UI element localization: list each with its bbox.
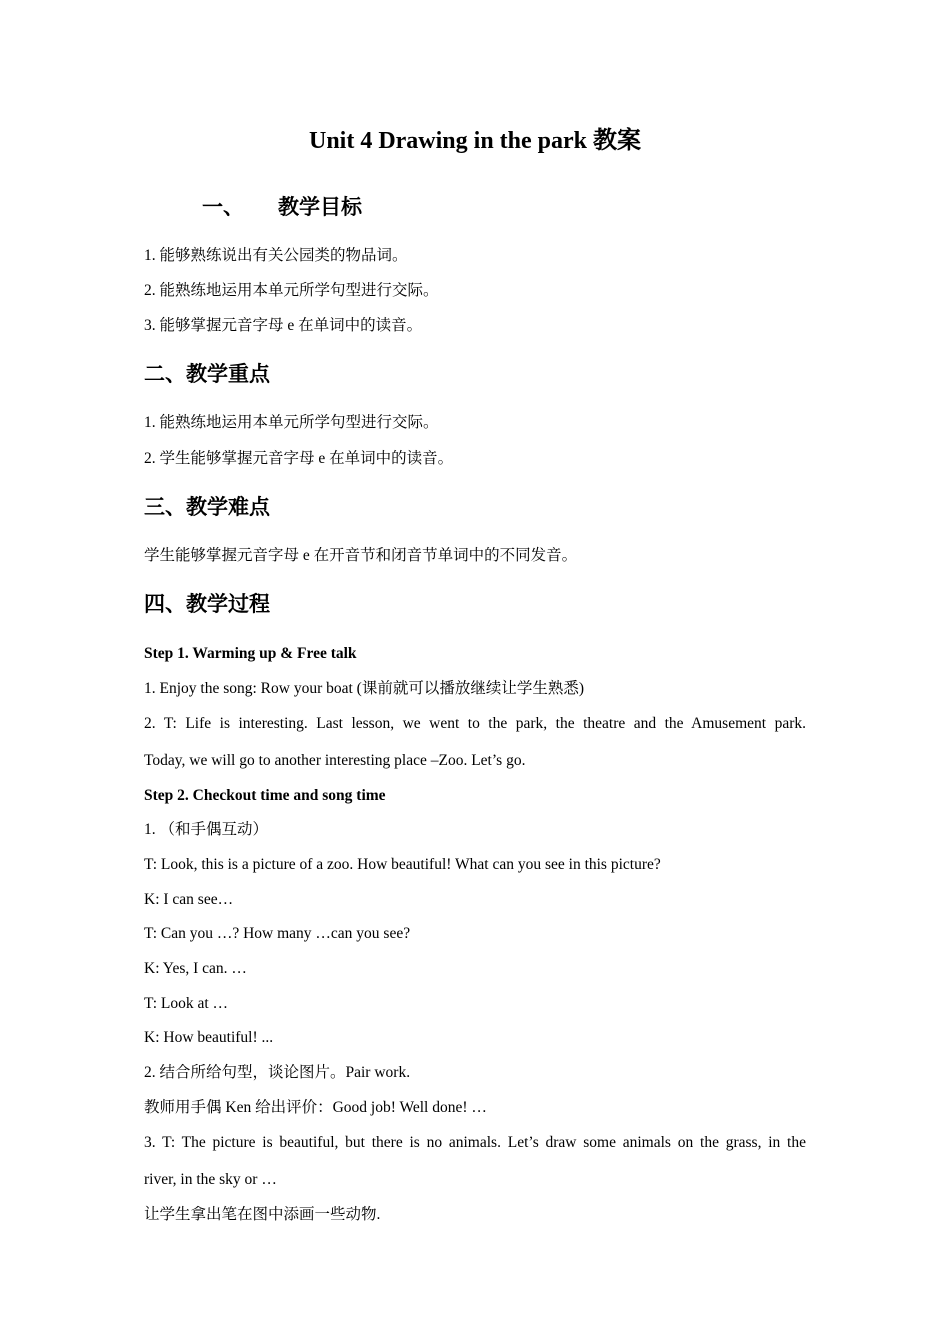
step-line: T: Can you …? How many …can you see? <box>144 925 411 942</box>
step-line: river, in the sky or … <box>144 1171 277 1188</box>
step-title: Step 2. Checkout time and song time <box>144 787 386 804</box>
objective-item: 2. 能熟练地运用本单元所学句型进行交际。 <box>144 282 439 299</box>
objective-item: 3. 能够掌握元音字母 e 在单词中的读音。 <box>144 317 423 334</box>
step-title: Step 1. Warming up & Free talk <box>144 645 357 662</box>
section-number: 一、 <box>202 195 244 219</box>
document-title: Unit 4 Drawing in the park 教案 <box>308 128 642 154</box>
section-heading-teaching-objectives <box>202 192 362 222</box>
step-line: K: How beautiful! ... <box>144 1029 274 1046</box>
step-line: 教师用手偶 Ken 给出评价：Good job! Well done! … <box>144 1099 487 1116</box>
step-line: K: I can see… <box>144 891 234 908</box>
step-line: 1. （和手偶互动） <box>144 821 269 838</box>
section-heading-difficulties: 三、教学难点 <box>144 495 270 519</box>
step-line: T: Look, this is a picture of a zoo. How beautiful! What can you see in this picture? <box>144 856 661 873</box>
section-heading-text: 教学目标 <box>278 195 362 219</box>
step-line: 2. T: Life is interesting. Last lesson, we went to the park, the theatre and the Amusement park. <box>144 715 806 732</box>
key-point-item: 2. 学生能够掌握元音字母 e 在单词中的读音。 <box>144 450 454 467</box>
step-line: 3. T: The picture is beautiful, but there is no animals. Let’s draw some animals on the grass, in the <box>144 1134 806 1151</box>
step-line: K: Yes, I can. … <box>144 960 247 977</box>
key-point-item: 1. 能熟练地运用本单元所学句型进行交际。 <box>144 414 439 431</box>
step-line: 2. 结合所给句型，谈论图片。Pair work. <box>144 1064 411 1081</box>
section-heading-key-points: 二、教学重点 <box>144 362 270 386</box>
step-line: T: Look at … <box>144 995 229 1012</box>
step-line: 让学生拿出笔在图中添画一些动物. <box>144 1206 381 1223</box>
section-heading-teaching-process: 四、教学过程 <box>144 592 270 616</box>
step-line: 1. Enjoy the song: Row your boat (课前就可以播放继续让学生熟悉) <box>144 680 585 697</box>
objective-item: 1. 能够熟练说出有关公园类的物品词。 <box>144 247 408 264</box>
step-line: Today, we will go to another interesting place –Zoo. Let’s go. <box>144 752 526 769</box>
difficulty-text: 学生能够掌握元音字母 e 在开音节和闭音节单词中的不同发音。 <box>144 547 578 564</box>
